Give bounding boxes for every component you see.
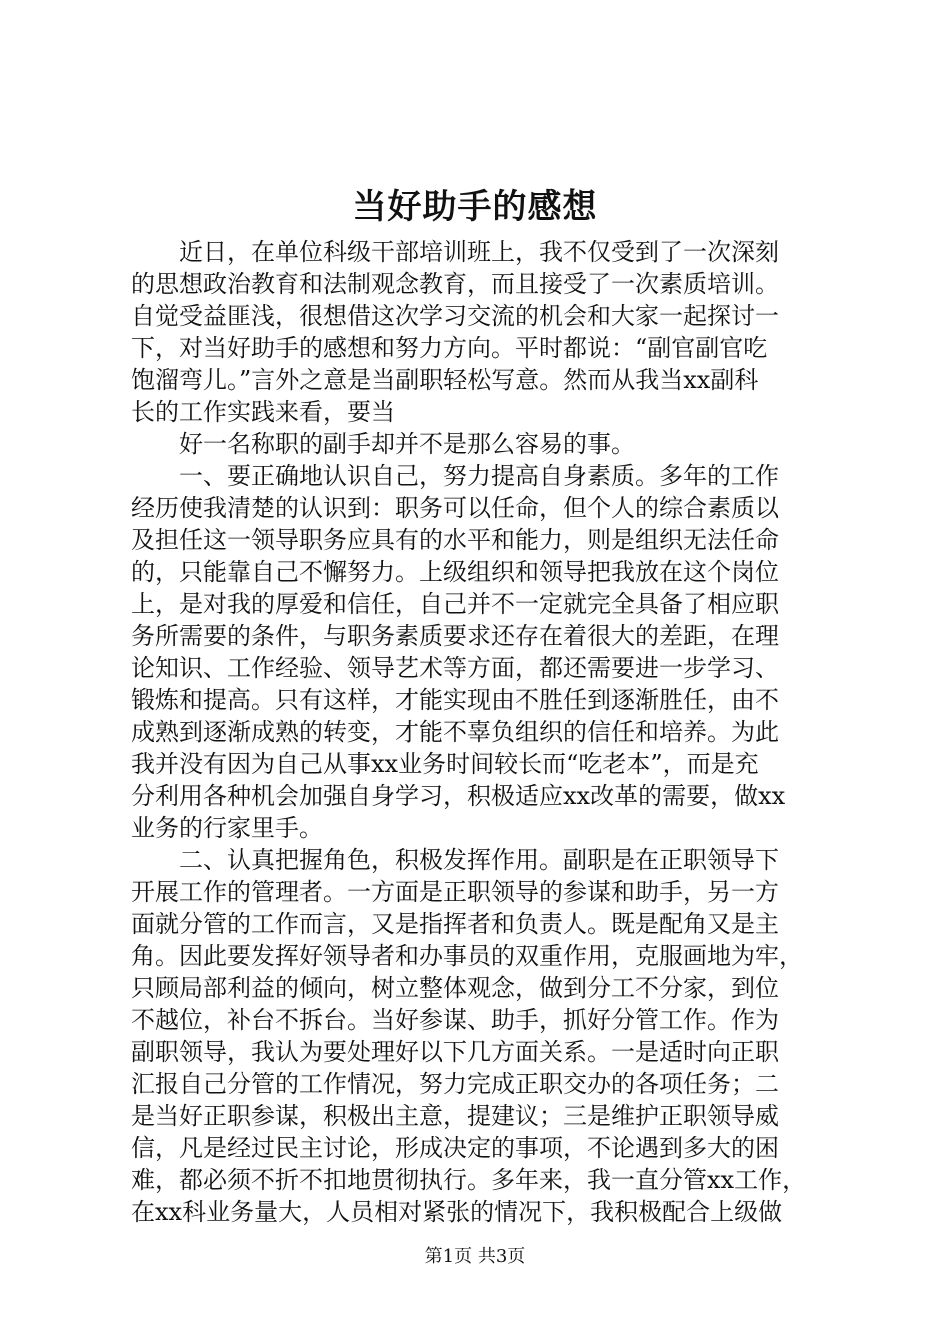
page-footer: 第1页 共3页: [424, 1246, 526, 1267]
text-line: 只顾局部利益的倾向，树立整体观念，做到分工不分家，到位: [131, 974, 779, 1002]
text-line: 成熟到逐渐成熟的转变，才能不辜负组织的信任和培养。为此: [131, 718, 779, 746]
text-line: 面就分管的工作而言，又是指挥者和负责人。既是配角又是主: [131, 910, 779, 938]
text-line: 在xx科业务量大，人员相对紧张的情况下，我积极配合上级做: [131, 1198, 783, 1226]
text-line: 业务的行家里手。: [131, 814, 323, 842]
text-line: 近日，在单位科级干部培训班上，我不仅受到了一次深刻: [179, 238, 779, 266]
text-line: 一、要正确地认识自己，努力提高自身素质。多年的工作: [179, 462, 779, 490]
text-line: 的，只能靠自己不懈努力。上级组织和领导把我放在这个岗位: [131, 558, 779, 586]
text-line: 分利用各种机会加强自身学习，积极适应xx改革的需要，做xx: [131, 782, 786, 810]
text-line: 长的工作实践来看，要当: [131, 398, 395, 426]
document-body: [131, 236, 834, 1228]
text-line: 论知识、工作经验、领导艺术等方面，都还需要进一步学习、: [131, 654, 779, 682]
text-line: 务所需要的条件，与职务素质要求还存在着很大的差距，在理: [131, 622, 779, 650]
text-line: 的思想政治教育和法制观念教育，而且接受了一次素质培训。: [131, 270, 779, 298]
text-line: 不越位，补台不拆台。当好参谋、助手，抓好分管工作。作为: [131, 1006, 779, 1034]
text-line: 汇报自己分管的工作情况，努力完成正职交办的各项任务；二: [131, 1070, 779, 1098]
text-line: 好一名称职的副手却并不是那么容易的事。: [179, 430, 635, 458]
text-line: 开展工作的管理者。一方面是正职领导的参谋和助手，另一方: [131, 878, 779, 906]
text-line: 饱溜弯儿。”言外之意是当副职轻松写意。然而从我当xx副科: [131, 366, 759, 394]
text-line: 我并没有因为自己从事xx业务时间较长而“吃老本”，而是充: [131, 750, 759, 778]
document-title: 当好助手的感想: [352, 187, 598, 227]
text-line: 及担任这一领导职务应具有的水平和能力，则是组织无法任命: [131, 526, 779, 554]
text-line: 二、认真把握角色，积极发挥作用。副职是在正职领导下: [179, 846, 779, 874]
text-line: 上，是对我的厚爱和信任，自己并不一定就完全具备了相应职: [131, 590, 779, 618]
text-line: 信，凡是经过民主讨论，形成决定的事项，不论遇到多大的困: [131, 1134, 779, 1162]
text-line: 难，都必须不折不扣地贯彻执行。多年来，我一直分管xx工作，: [131, 1166, 807, 1194]
text-line: 角。因此要发挥好领导者和办事员的双重作用，克服画地为牢，: [131, 942, 803, 970]
text-line: 自觉受益匪浅，很想借这次学习交流的机会和大家一起探讨一: [131, 302, 779, 330]
text-line: 经历使我清楚的认识到：职务可以任命，但个人的综合素质以: [131, 494, 779, 522]
text-line: 是当好正职参谋，积极出主意，提建议；三是维护正职领导威: [131, 1102, 779, 1130]
text-line: 锻炼和提高。只有这样，才能实现由不胜任到逐渐胜任，由不: [131, 686, 779, 714]
text-line: 下，对当好助手的感想和努力方向。平时都说：“副官副官吃: [131, 334, 768, 362]
text-line: 副职领导，我认为要处理好以下几方面关系。一是适时向正职: [131, 1038, 779, 1066]
